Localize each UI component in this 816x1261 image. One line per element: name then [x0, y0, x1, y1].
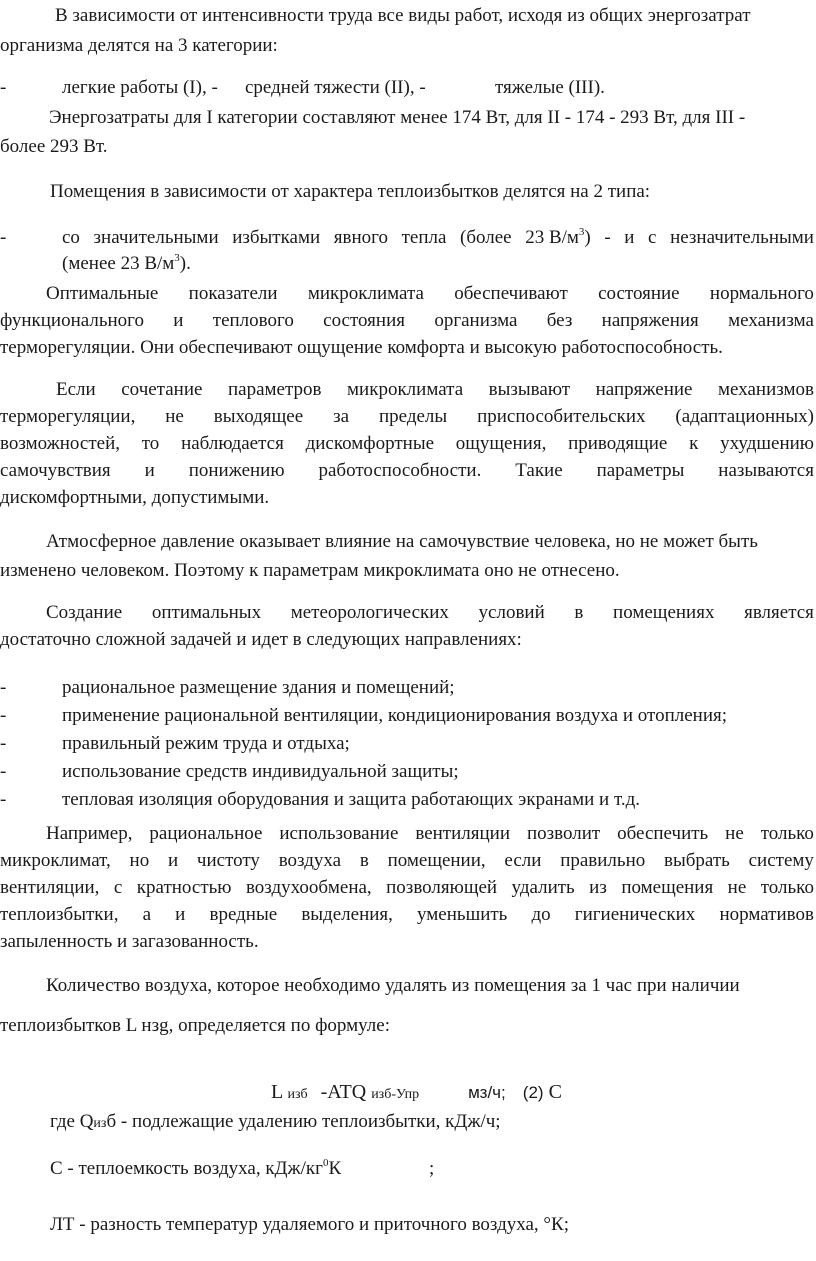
- word: -: [604, 227, 611, 248]
- text: где Q: [50, 1111, 94, 1132]
- category-dash: -: [0, 77, 7, 98]
- word: вентиляции: [415, 823, 510, 844]
- word: систему: [748, 850, 814, 871]
- creation-line1: [46, 601, 814, 625]
- list-dash: -: [0, 789, 7, 810]
- category-heavy: тяжелые (III).: [495, 77, 605, 98]
- word: чистоту: [196, 850, 260, 871]
- word: ухудшению: [720, 433, 814, 454]
- example-line3: [0, 876, 814, 900]
- word: условий: [478, 602, 545, 623]
- word: то: [141, 433, 160, 454]
- rooms-intro: Помещения в зависимости от характера теплоизбытков делятся на 2 типа:: [50, 181, 651, 202]
- creation-line2: достаточно сложной задачей и идет в следующих направлениях:: [0, 629, 522, 650]
- word: только: [760, 877, 814, 898]
- list-dash: -: [0, 761, 7, 782]
- word: если: [504, 850, 542, 871]
- rooms-line1: [62, 226, 814, 250]
- word: напряжения: [601, 310, 699, 331]
- word: использование: [279, 823, 399, 844]
- pressure-line1: Атмосферное давление оказывает влияние на самочувствие человека, но не может быть: [46, 531, 758, 552]
- word: показатели: [188, 283, 278, 304]
- word: 23: [525, 227, 545, 248]
- word: в: [574, 602, 584, 623]
- word: организма: [434, 310, 518, 331]
- example-line2: [0, 849, 814, 873]
- word: воздухообмена,: [245, 877, 372, 898]
- word: механизма: [728, 310, 814, 331]
- word: ощущения,: [455, 433, 547, 454]
- word: Если: [56, 379, 96, 400]
- rooms-dash: -: [0, 227, 7, 248]
- word: и: [144, 460, 155, 481]
- optimal-line3: терморегуляции. Они обеспечивают ощущение комфорта и высокую работоспособность.: [0, 337, 723, 358]
- formula-L: L: [271, 1081, 283, 1103]
- word: только: [760, 823, 814, 844]
- word: за: [333, 406, 350, 427]
- para-categories-line1: В зависимости от интенсивности труда все виды работ, исходя из общих энергозатрат: [55, 5, 751, 26]
- optimal-line2: [0, 309, 814, 333]
- word: выбрать: [664, 850, 730, 871]
- word: явного: [333, 227, 388, 248]
- text: (менее 23 В/м: [62, 253, 175, 274]
- word: значительными: [93, 227, 219, 248]
- word: из: [589, 877, 607, 898]
- example-line5: запыленность и загазованность.: [0, 931, 259, 952]
- word: функционального: [0, 310, 144, 331]
- word: незначительными: [670, 227, 814, 248]
- formula-number: (2): [522, 1083, 544, 1102]
- list-dash: -: [0, 733, 7, 754]
- word: является: [744, 602, 814, 623]
- word: самочувствия: [0, 460, 111, 481]
- word: Такие: [515, 460, 563, 481]
- word: микроклимата: [307, 283, 424, 304]
- category-light: легкие работы (I), -: [62, 77, 218, 98]
- word: воздуха: [278, 850, 342, 871]
- list-item: правильный режим труда и отдыха;: [62, 733, 350, 754]
- word: до: [531, 904, 551, 925]
- word: избытками: [232, 227, 321, 248]
- word: метеорологических: [290, 602, 449, 623]
- pressure-line2: изменено человеком. Поэтому к параметрам микроклимата оно не отнесено.: [0, 560, 620, 581]
- word-group: [525, 226, 591, 250]
- word: теплоизбытки,: [0, 904, 119, 925]
- word: помещении,: [387, 850, 486, 871]
- discomfort-line2: [0, 405, 814, 429]
- word: состояния: [323, 310, 405, 331]
- word: выделения,: [301, 904, 393, 925]
- word: состояние: [598, 283, 680, 304]
- where-c-semicolon: ;: [429, 1158, 435, 1179]
- list-item: тепловая изоляция оборудования и защита работающих экранами и т.д.: [62, 789, 641, 810]
- superscript: 3: [174, 252, 180, 264]
- word: микроклимата: [347, 379, 464, 400]
- word: возможностей,: [0, 433, 120, 454]
- where-dt: ЛТ - разность температур удаляемого и приточного воздуха, °К;: [50, 1214, 569, 1235]
- word: и: [173, 310, 184, 331]
- word: позволяющей: [386, 877, 498, 898]
- discomfort-line4: [0, 459, 814, 483]
- word: дискомфортные: [305, 433, 435, 454]
- word: напряжение: [595, 379, 693, 400]
- word: нормативов: [719, 904, 814, 925]
- word: но: [129, 850, 150, 871]
- word: кратностью: [136, 877, 232, 898]
- list-item: использование средств индивидуальной защиты;: [62, 761, 459, 782]
- energy-line1: Энергозатраты для I категории составляют менее 174 Вт, для II - 174 - 293 Вт, для III -: [49, 107, 746, 128]
- superscript: 0: [322, 1157, 329, 1169]
- formula-C: С: [548, 1081, 562, 1103]
- formula-main-subscript: изб-Упр: [371, 1087, 420, 1102]
- list-item: рациональное размещение здания и помещений;: [62, 677, 455, 698]
- list-dash: -: [0, 677, 7, 698]
- word: Например,: [46, 823, 133, 844]
- example-line1: [46, 822, 814, 846]
- word: не: [727, 877, 747, 898]
- word: ): [584, 227, 591, 248]
- word: с: [648, 227, 657, 248]
- word: без: [546, 310, 573, 331]
- word: помещениях: [613, 602, 715, 623]
- example-line4: [0, 903, 814, 927]
- list-dash: -: [0, 705, 7, 726]
- superscript: 3: [578, 226, 585, 238]
- word: Оптимальные: [46, 283, 159, 304]
- word: сочетание: [121, 379, 203, 400]
- word: приспособительских: [477, 406, 646, 427]
- discomfort-line1: [56, 378, 814, 402]
- word: пределы: [378, 406, 448, 427]
- word: микроклимат,: [0, 850, 111, 871]
- word: позволит: [526, 823, 601, 844]
- word: помещения: [621, 877, 714, 898]
- word: Создание: [46, 602, 123, 623]
- word: и: [175, 904, 186, 925]
- word: вентиляции,: [0, 877, 100, 898]
- word: в: [359, 850, 369, 871]
- optimal-line1: [46, 282, 814, 306]
- word: обеспечивают: [454, 283, 568, 304]
- discomfort-line3: [0, 432, 814, 456]
- word: не: [725, 823, 744, 844]
- amount-line1: Количество воздуха, которое необходимо удалять из помещения за 1 час при наличии: [46, 975, 740, 996]
- formula-main: -ATQ: [320, 1081, 367, 1103]
- word: не: [165, 406, 184, 427]
- word: наблюдается: [181, 433, 284, 454]
- word: гигиенических: [574, 904, 696, 925]
- formula: [271, 1080, 562, 1107]
- text: ).: [179, 253, 191, 274]
- word: правильно: [560, 850, 646, 871]
- word: оптимальных: [151, 602, 262, 623]
- word: В/м: [548, 227, 579, 248]
- formula-L-subscript: изб: [287, 1087, 308, 1102]
- discomfort-line5: дискомфортными, допустимыми.: [0, 487, 270, 508]
- word: параметров: [227, 379, 322, 400]
- text: С - теплоемкость воздуха, кДж/кг: [50, 1158, 323, 1179]
- word: механизмов: [718, 379, 814, 400]
- word: теплового: [212, 310, 294, 331]
- word: параметры: [596, 460, 685, 481]
- word: со: [62, 227, 80, 248]
- rooms-line2: [62, 252, 191, 276]
- word: выходящее: [213, 406, 304, 427]
- subscript: из: [93, 1116, 107, 1131]
- text: б - подлежащие удалению теплоизбытки, кДж/ч;: [106, 1111, 501, 1132]
- word: (адаптационных): [675, 406, 814, 427]
- word: обеспечить: [617, 823, 709, 844]
- word: с: [113, 877, 123, 898]
- word: приводящие: [568, 433, 668, 454]
- word: рациональное: [149, 823, 263, 844]
- energy-line2: более 293 Вт.: [0, 136, 108, 157]
- word: и: [624, 227, 635, 248]
- word: нормального: [709, 283, 814, 304]
- word: тепла: [401, 227, 447, 248]
- word: терморегуляции,: [0, 406, 136, 427]
- amount-line2: теплоизбытков L нзg, определяется по формуле:: [0, 1015, 390, 1036]
- list-item: применение рациональной вентиляции, кондиционирования воздуха и отопления;: [62, 705, 728, 726]
- word: (более: [460, 227, 512, 248]
- word: работоспособности.: [318, 460, 482, 481]
- where-q: [50, 1110, 501, 1136]
- word: к: [689, 433, 699, 454]
- formula-units: мз/ч;: [468, 1083, 506, 1102]
- word: а: [142, 904, 152, 925]
- word: удалить: [511, 877, 575, 898]
- word: понижению: [188, 460, 285, 481]
- word: вызывают: [488, 379, 571, 400]
- category-medium: средней тяжести (II), -: [245, 77, 426, 98]
- word: уменьшить: [417, 904, 508, 925]
- para-categories-line2: организма делятся на 3 категории:: [0, 35, 278, 56]
- word: называются: [718, 460, 814, 481]
- word: вредные: [209, 904, 278, 925]
- word: и: [167, 850, 179, 871]
- text: К: [328, 1158, 342, 1179]
- where-c: [50, 1157, 341, 1181]
